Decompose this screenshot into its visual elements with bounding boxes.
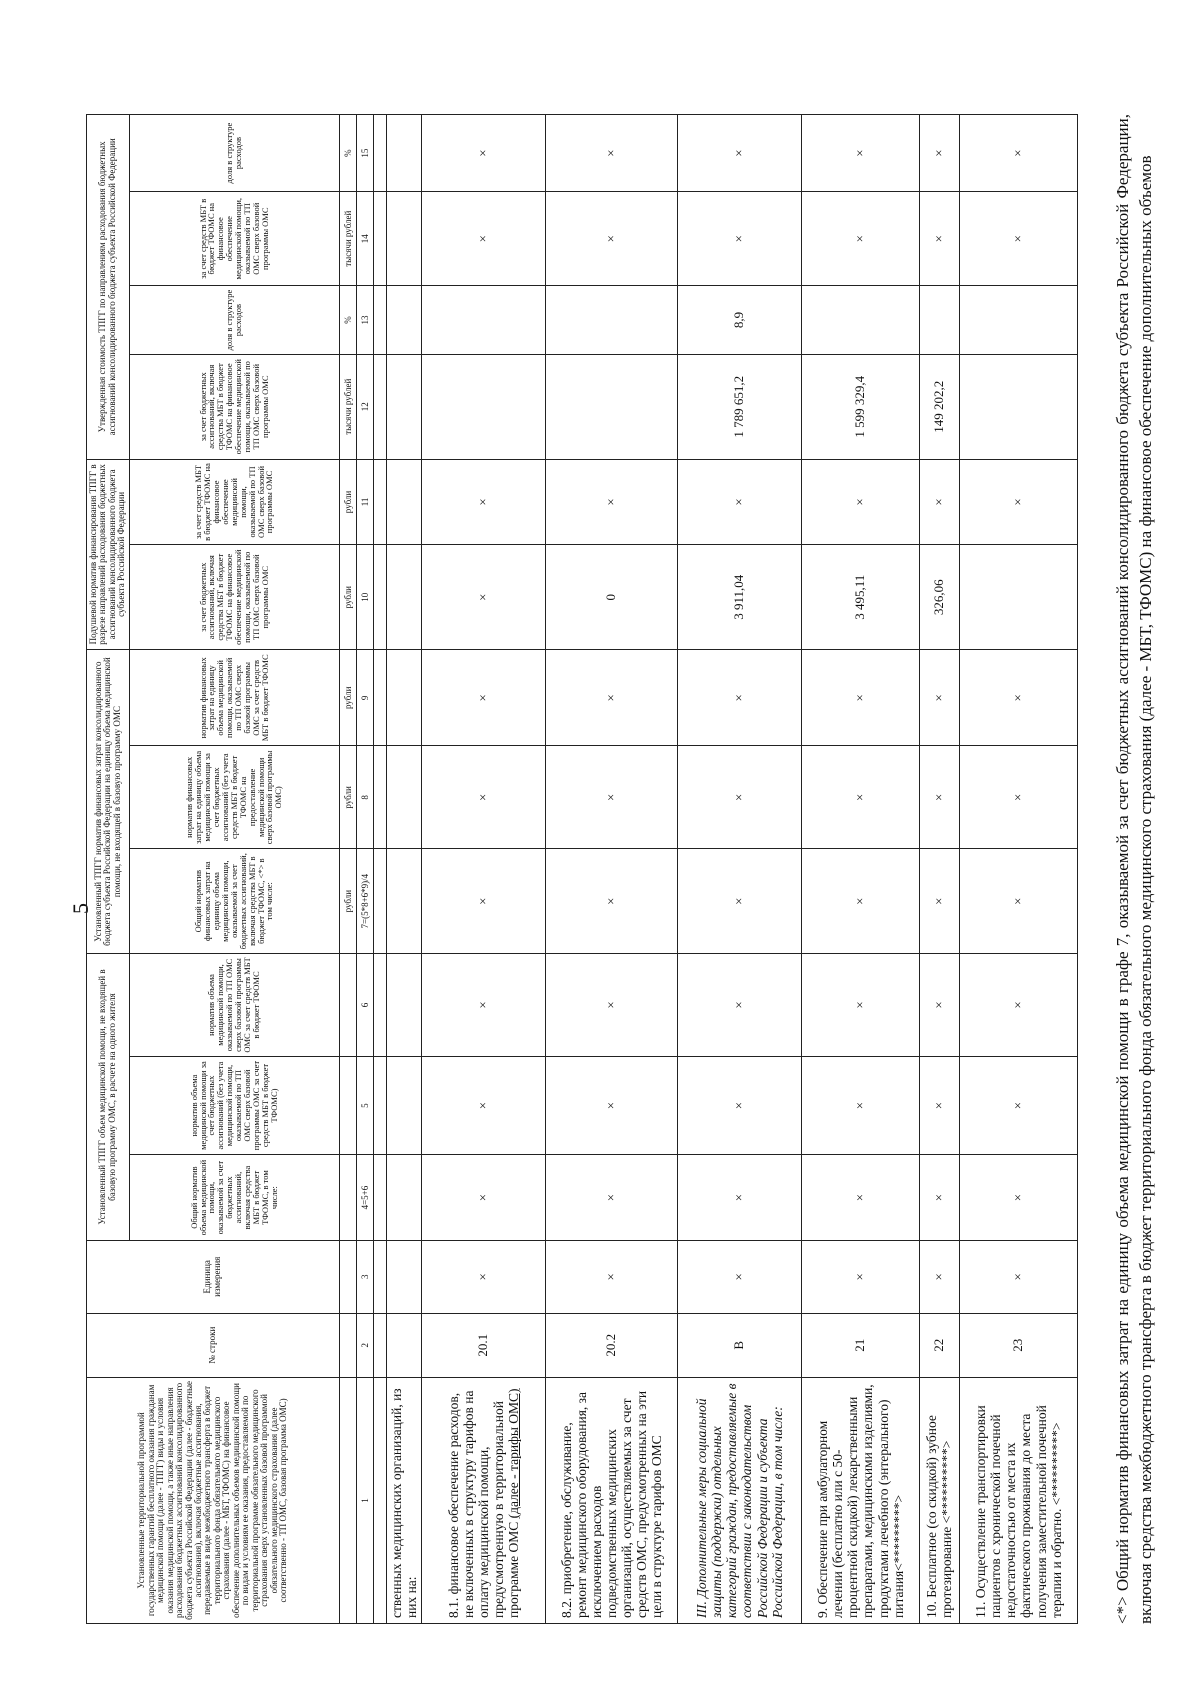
- column-number: 7=(5*8+6*9)/4: [356, 849, 373, 954]
- cell-col12: [421, 354, 545, 459]
- table-row: [919, 115, 959, 1624]
- unit-cell: рубли: [339, 545, 356, 650]
- column-number: 15: [356, 115, 373, 192]
- header-col4: Общий норматив объема медицинской помощи, оказываемой за счет бюджетных ассигнований, включая средства МБТ в бюджет ТФОМС, в том числе:: [129, 1155, 339, 1241]
- units-row: [339, 115, 356, 1624]
- cell-col10: [959, 545, 1077, 650]
- cell-col11: ×: [801, 459, 919, 545]
- header-col5: норматив объема медицинской помощи за счет бюджетных ассигнований (без учета медицинской помощи, оказываемой по ТП ОМС сверх базовой программы ОМС за счет средств МБТ в бюджет ТФОМС): [129, 1056, 339, 1154]
- column-number: 14: [356, 192, 373, 286]
- cell-col4: ×: [421, 1155, 545, 1241]
- cell-col12: [545, 354, 677, 459]
- table-row: [677, 115, 801, 1624]
- unit-cell: рубли: [339, 459, 356, 545]
- cell-col6: ×: [919, 954, 959, 1057]
- table-row: [801, 115, 919, 1624]
- cell-col9: ×: [677, 650, 801, 746]
- cell-col5: ×: [801, 1056, 919, 1154]
- cell-col14: ×: [801, 192, 919, 286]
- header-col9: норматив финансовых затрат на единицу объема медицинской помощи, оказываемой по ТП ОМС сверх базовой программы ОМС за счет средств МБТ в бюджет ТФОМС: [129, 650, 339, 746]
- cell-col12: 149 202,2: [919, 354, 959, 459]
- cell-col11: ×: [919, 459, 959, 545]
- cell-col15: ×: [801, 115, 919, 192]
- header-col8: норматив финансовых затрат на единицу объема медицинской помощи за счет бюджетных ассигнований (без учета средств МБТ в бюджет ТФОМС на предоставление медицинской помощи сверх базовой программы ОМС): [129, 746, 339, 849]
- unit-cell: [339, 1313, 356, 1377]
- row-code: 21: [801, 1313, 919, 1377]
- cell-col14: ×: [959, 192, 1077, 286]
- cell-col8: ×: [677, 746, 801, 849]
- cell-col12: 1 789 651,2: [677, 354, 801, 459]
- cell-col14: ×: [421, 192, 545, 286]
- cell-col15: ×: [421, 115, 545, 192]
- cell-col4: ×: [801, 1155, 919, 1241]
- header-col10: за счет бюджетных ассигнований, включая средства МБТ в бюджет ТФОМС на финансовое обеспечение медицинской помощи, оказываемой по ТП ОМС сверх базовой программы ОМС: [129, 545, 339, 650]
- cell-col6: ×: [959, 954, 1077, 1057]
- unit-cell: [339, 1240, 356, 1313]
- unit-cell: [339, 1377, 356, 1623]
- header-col7: Общий норматив финансовых затрат на единицу объема медицинской помощи, оказываемой за счет бюджетных ассигнований, включая средства МБТ в бюджет ТФОМС, <*> в том числе:: [129, 849, 339, 954]
- cell-col5: ×: [421, 1056, 545, 1154]
- cell-col7: ×: [801, 849, 919, 954]
- cell-col3: ×: [801, 1240, 919, 1313]
- unit-cell: [339, 954, 356, 1057]
- cell-col4: ×: [919, 1155, 959, 1241]
- column-number: 8: [356, 746, 373, 849]
- column-number: 1: [356, 1377, 373, 1623]
- row-code: 20.1: [421, 1313, 545, 1377]
- spacer-row: [373, 115, 386, 1624]
- cell-col8: ×: [959, 746, 1077, 849]
- header-col6: норматив объема медицинской помощи, оказываемой по ТП ОМС сверх базовой программы ОМС за счет средств МБТ в бюджет ТФОМС: [129, 954, 339, 1057]
- header-col13: доля в структуре расходов: [129, 286, 339, 354]
- cell-col6: ×: [801, 954, 919, 1057]
- unit-cell: тысячи рублей: [339, 354, 356, 459]
- cell-col7: ×: [677, 849, 801, 954]
- table-row: [959, 115, 1077, 1624]
- row-label: 8.2. приобретение, обслуживание, ремонт медицинского оборудования, за исключением расходов подведомственных медицинских организаций, осуществляемых за счет средств ОМС, предусмотренных на эти цели в структуре тарифов ОМС: [545, 1377, 677, 1623]
- cell-col15: ×: [545, 115, 677, 192]
- cell-col4: ×: [545, 1155, 677, 1241]
- column-number: 12: [356, 354, 373, 459]
- cell-col4: ×: [959, 1155, 1077, 1241]
- cell-col6: ×: [421, 954, 545, 1057]
- row-label: 9. Обеспечение при амбулаторном лечении (бесплатно или с 50-процентной скидкой) лекарственными препаратами, медицинскими изделиями, продуктами лечебного (энтерального) питания<*********>: [801, 1377, 919, 1623]
- header-col1: Установленные территориальной программой государственных гарантий бесплатного оказания гражданам медицинской помощи (далее - ТПГГ) виды и условия оказания медицинской помощи, а также иные направления расходования бюджетных ассигнований консолидированного бюджета субъекта Российской Федерации (далее - бюджетные ассигнования), включая бюджетные ассигнования, передаваемые в виде межбюджетного трансферта в бюджет территориального фонда обязательного медицинского страхования (далее - МБТ, ТФОМС) на финансовое обеспечение дополнительных объемов медицинской помощи по видам и условиям ее оказания, предоставляемой по территориальной программе обязательного медицинского страхования сверх установленных базовой программой обязательного медицинского страхования (далее соответственно - ТП ОМС, базовая программа ОМС): [87, 1377, 340, 1623]
- cell-col10: 3 495,11: [801, 545, 919, 650]
- row-label: 10. Бесплатное (со скидкой) зубное протезирование <**********>: [919, 1377, 959, 1623]
- row-label: 8.1. финансовое обеспечение расходов, не включенных в структуру тарифов на оплату медицинской помощи, предусмотренную в территориальной программе ОМС (далее - тарифы ОМС): [421, 1377, 545, 1623]
- cell-col3: ×: [959, 1240, 1077, 1313]
- cell-col3: ×: [677, 1240, 801, 1313]
- column-number: 2: [356, 1313, 373, 1377]
- row-code: В: [677, 1313, 801, 1377]
- cell-col11: ×: [959, 459, 1077, 545]
- column-number: 6: [356, 954, 373, 1057]
- row-label: 11. Осуществление транспортировки пациентов с хронической почечной недостаточностью от места их фактического проживания до места получения заместительной почечной терапии и обратно. <**********>: [959, 1377, 1077, 1623]
- cell-col13: 8,9: [677, 286, 801, 354]
- cell-col5: ×: [919, 1056, 959, 1154]
- cell-col15: ×: [919, 115, 959, 192]
- header-group-cost: Установленный ТПГГ норматив финансовых затрат консолидированного бюджета субъекта Российской Федерации на единицу объема медицинской помощи, не входящей в базовую программу ОМС: [87, 650, 130, 954]
- cell-col15: ×: [959, 115, 1077, 192]
- cell-col11: ×: [545, 459, 677, 545]
- table-row: [386, 115, 421, 1624]
- rotated-landscape-sheet: [0, 84, 1200, 1704]
- cell-col8: ×: [545, 746, 677, 849]
- column-number: 5: [356, 1056, 373, 1154]
- page-number: 5: [68, 903, 93, 914]
- unit-cell: рубли: [339, 849, 356, 954]
- table-row: [421, 115, 545, 1624]
- cell-col10: 326,06: [919, 545, 959, 650]
- cell-col12: [959, 354, 1077, 459]
- cell-col5: ×: [959, 1056, 1077, 1154]
- cell-col8: ×: [919, 746, 959, 849]
- cell-col7: ×: [421, 849, 545, 954]
- header-group-total: Утвержденная стоимость ТПГГ по направлениям расходования бюджетных ассигнований консолидированного бюджета субъекта Российской Федерации: [87, 115, 130, 460]
- cell-col11: ×: [421, 459, 545, 545]
- cell-col15: ×: [677, 115, 801, 192]
- cell-col3: ×: [919, 1240, 959, 1313]
- cell-col13: [801, 286, 919, 354]
- cell-col9: ×: [545, 650, 677, 746]
- cell-col14: ×: [677, 192, 801, 286]
- unit-cell: %: [339, 286, 356, 354]
- cell-col10: ×: [421, 545, 545, 650]
- unit-cell: рубли: [339, 650, 356, 746]
- cell-col13: [545, 286, 677, 354]
- cell-col6: ×: [677, 954, 801, 1057]
- cell-col9: ×: [959, 650, 1077, 746]
- cell-col3: ×: [421, 1240, 545, 1313]
- row-code: [386, 1313, 421, 1377]
- table-row: [545, 115, 677, 1624]
- cell-col7: ×: [959, 849, 1077, 954]
- cell-col10: 3 911,04: [677, 545, 801, 650]
- header-col15: доля в структуре расходов: [129, 115, 339, 192]
- column-number: 11: [356, 459, 373, 545]
- cell-col12: 1 599 329,4: [801, 354, 919, 459]
- cell-col6: ×: [545, 954, 677, 1057]
- cell-col5: ×: [677, 1056, 801, 1154]
- cell-col5: ×: [545, 1056, 677, 1154]
- cell-col10: 0: [545, 545, 677, 650]
- cell-col9: ×: [801, 650, 919, 746]
- header-group-per-capita: Подушевой норматив финансирования ТПГГ в разрезе направлений расходования бюджетных ассигнований консолидированного бюджета субъекта Российской Федерации: [87, 459, 130, 649]
- header-col3: Единица измерения: [87, 1240, 340, 1313]
- cell-col8: ×: [421, 746, 545, 849]
- column-number: 4=5+6: [356, 1155, 373, 1241]
- cell-col9: ×: [421, 650, 545, 746]
- column-numbers-row: [356, 115, 373, 1624]
- row-label: III. Дополнительные меры социальной защиты (поддержки) отдельных категорий граждан, предоставляемые в соответствии с законодательством Российской Федерации и субъекта Российской Федерации, в том числе:: [677, 1377, 801, 1623]
- row-label: ственных медицинских организаций, из них на:: [386, 1377, 421, 1623]
- column-number: 10: [356, 545, 373, 650]
- unit-cell: рубли: [339, 746, 356, 849]
- unit-cell: тысячи рублей: [339, 192, 356, 286]
- header-row-group: [87, 115, 130, 1624]
- footnote: <*> Общий норматив финансовых затрат на единицу объема медицинской помощи в графе 7, оказываемой за счет бюджетных ассигнований консолидированного бюджета субъекта Российской Федерации, включая средства межбюджетного трансферта в бюджет территориального фонда обязательного медицинского страхования (далее - МБТ, ТФОМС) на финансовое обеспечение дополнительных объемов: [1113, 114, 1155, 1624]
- cell-col13: [919, 286, 959, 354]
- cell-col7: ×: [545, 849, 677, 954]
- unit-cell: %: [339, 115, 356, 192]
- column-number: 9: [356, 650, 373, 746]
- cell-col13: [421, 286, 545, 354]
- header-col2: № строки: [87, 1313, 340, 1377]
- cell-col9: ×: [919, 650, 959, 746]
- row-code: 20.2: [545, 1313, 677, 1377]
- cell-col13: [959, 286, 1077, 354]
- header-col11: за счет средств МБТ в бюджет ТФОМС на финансовое обеспечение медицинской помощи, оказываемой по ТП ОМС сверх базовой программы ОМС: [129, 459, 339, 545]
- cell-col14: ×: [545, 192, 677, 286]
- row-code: 23: [959, 1313, 1077, 1377]
- unit-cell: [339, 1155, 356, 1241]
- cell-col14: ×: [919, 192, 959, 286]
- cell-col4: ×: [677, 1155, 801, 1241]
- cell-col7: ×: [919, 849, 959, 954]
- unit-cell: [339, 1056, 356, 1154]
- financing-table: [86, 114, 1078, 1624]
- row-code: 22: [919, 1313, 959, 1377]
- header-col12: за счет бюджетных ассигнований, включая средства МБТ в бюджет ТФОМС на финансовое обеспечение медицинской помощи, оказываемой по ТП ОМС сверх базовой программы ОМС: [129, 354, 339, 459]
- cell-col11: ×: [677, 459, 801, 545]
- cell-col3: ×: [545, 1240, 677, 1313]
- header-col14: за счет средств МБТ в бюджет ТФОМС на финансовое обеспечение медицинской помощи, оказываемой по ТП ОМС сверх базовой программы ОМС: [129, 192, 339, 286]
- header-group-volume: Установленный ТПГГ объем медицинской помощи, не входящей в базовую программу ОМС, в расчете на одного жителя: [87, 954, 130, 1241]
- cell-col8: ×: [801, 746, 919, 849]
- column-number: 13: [356, 286, 373, 354]
- column-number: 3: [356, 1240, 373, 1313]
